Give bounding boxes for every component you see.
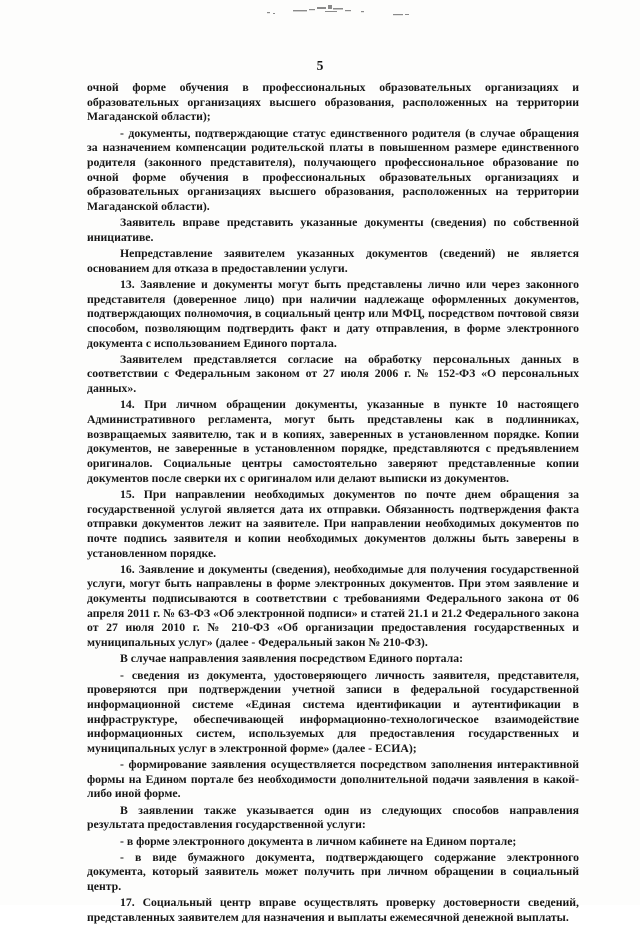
scan-stamp-mark (265, 2, 425, 22)
paragraph: Заявитель вправе представить указанные документы (сведения) по собственной инициативе. (87, 216, 579, 244)
paragraph: - документы, подтверждающие статус единственного родителя (в случае обращения за назначением компенсации родительской платы в повышенном размере единственного родителя (законного представителя), получающего профессиональное образование по очной форме обучения в профессиональных образовательных организациях и образовательных организациях высшего образования, расположенных на территории Магаданской области). (87, 126, 579, 213)
paragraph: 14. При личном обращении документы, указанные в пункте 10 настоящего Административного регламента, могут быть представлены как в подлинниках, возвращаемых заявителю, так и в копиях, заверенных в установленном порядке. Копии документов, не заверенные в установленном порядке, представляются с предъявлением оригиналов. Социальные центры самостоятельно заверяют представленные копии документов после сверки их с оригиналом или делают выписки из документов. (87, 398, 579, 485)
paragraph: Непредставление заявителем указанных документов (сведений) не является основанием для отказа в предоставлении услуги. (87, 247, 579, 275)
paragraph: В заявлении также указывается один из следующих способов направления результата предоставления государственной услуги: (87, 803, 579, 832)
paragraph: 17. Социальный центр вправе осуществлять проверку достоверности сведений, представленных заявителем для назначения и выплаты ежемесячной денежной выплаты. (87, 896, 579, 924)
paragraph: Заявителем представляется согласие на обработку персональных данных в соответствии с Федеральным законом от 27 июля 2006 г. № 152-ФЗ «О персональных данных». (87, 352, 579, 396)
paragraph: 13. Заявление и документы могут быть представлены лично или через законного представителя (доверенное лицо) при наличии надлежаще оформленных документов, подтверждающих полномочия, в социальный центр или МФЦ, посредством почтовой связи способом, позволяющим подтвердить факт и дату отправления, в форме электронного документа с использованием Единого портала. (87, 277, 579, 350)
paragraph: очной форме обучения в профессиональных образовательных организациях и образовательных организациях высшего образования, расположенных на территории Магаданской области); (87, 81, 579, 124)
document-body (87, 81, 579, 927)
paragraph: - сведения из документа, удостоверяющего личность заявителя, представителя, проверяются при подтверждении учетной записи в федеральной государственной информационной системе «Единая система идентификации и аутентификации в инфраструктуре, обеспечивающей информационно-технологическое взаимодействие информационных систем, используемых для предоставления государственных и муниципальных услуг в электронной форме» (далее - ЕСИА); (87, 668, 579, 755)
paragraph: - формирование заявления осуществляется посредством заполнения интерактивной формы на Едином портале без необходимости дополнительной подачи заявления в какой-либо иной форме. (87, 758, 579, 801)
paragraph: 16. Заявление и документы (сведения), необходимые для получения государственной услуги, могут быть направлены в форме электронных документов. При этом заявление и документы подписываются в соответствии с требованиями Федерального закона от 06 апреля 2011 г. № 63-ФЗ «Об электронной подписи» и статей 21.1 и 21.2 Федерального закона от 27 июля 2010 г. № 210-ФЗ «Об организации предоставления государственных и муниципальных услуг» (далее - Федеральный закон № 210-ФЗ). (87, 562, 579, 650)
paragraph: - в виде бумажного документа, подтверждающего содержание электронного документа, который заявитель может получить при личном обращении в социальный центр. (87, 850, 579, 894)
paragraph: 15. При направлении необходимых документов по почте днем обращения за государственной услугой является дата их отправки. Обязанность подтверждения факта отправки документов лежит на заявителе. При направлении необходимых документов по почте подпись заявителя и копии необходимых документов должны быть заверены в установленном порядке. (87, 487, 579, 560)
paragraph: В случае направления заявления посредством Единого портала: (120, 652, 463, 666)
page-number: 5 (316, 58, 324, 73)
paragraph: - в форме электронного документа в личном кабинете на Едином портале; (120, 834, 517, 848)
